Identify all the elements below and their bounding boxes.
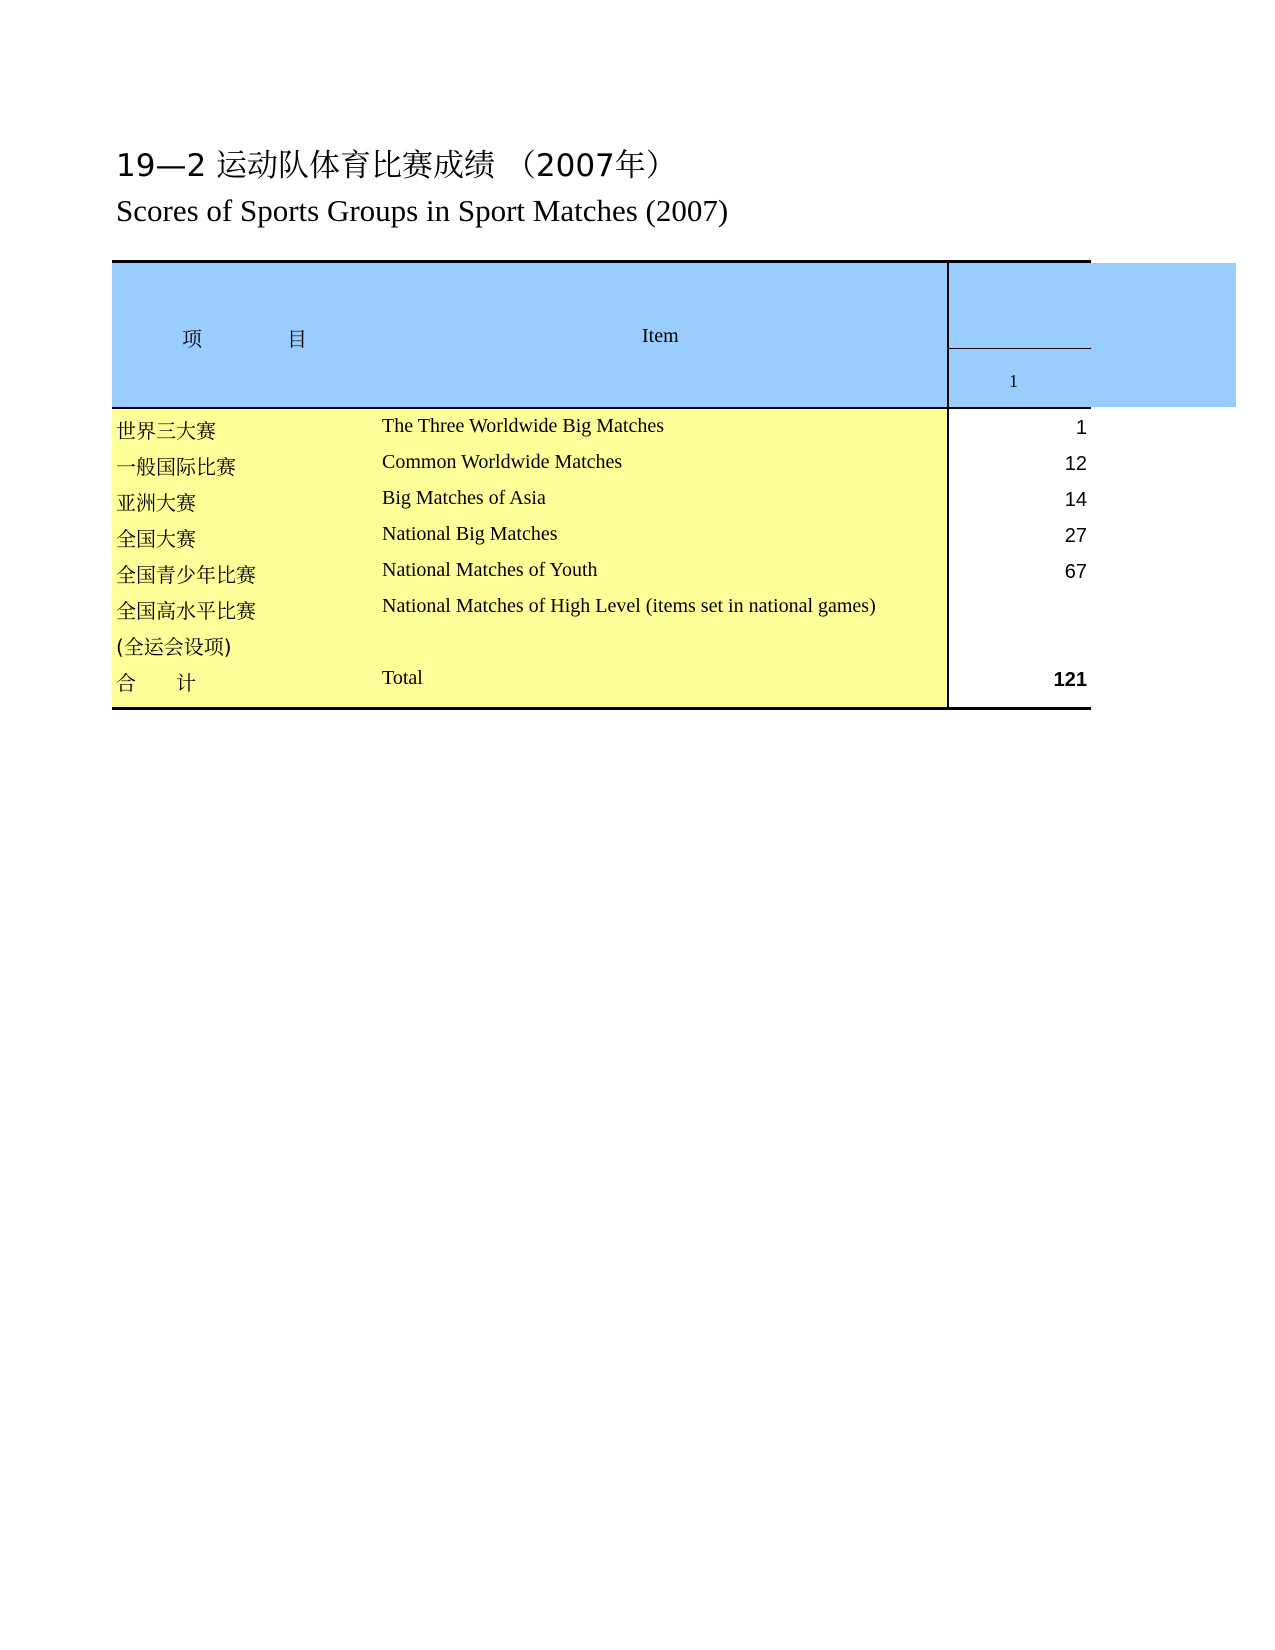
row-value: 67 [1064, 561, 1087, 583]
table-row [112, 409, 1091, 446]
row-label-zh: 一般国际比赛 [116, 455, 236, 479]
total-label-zh: 合 计 [116, 671, 196, 695]
table-row [112, 481, 1091, 518]
row-value: 14 [1064, 489, 1087, 511]
row-label-zh: 全国大赛 [116, 527, 196, 551]
row-label-zh: 亚洲大赛 [116, 491, 196, 515]
row-label-zh: 全国青少年比赛 [116, 563, 256, 587]
row-label-en: Big Matches of Asia [382, 487, 546, 509]
total-label-en: Total [382, 667, 423, 689]
row-label-en: National Matches of Youth [382, 559, 598, 581]
row-value: 12 [1064, 453, 1087, 475]
table-header [112, 263, 1236, 407]
table-bottom-rule [112, 707, 1091, 710]
page-title-english: Scores of Sports Groups in Sport Matches (2007) [116, 193, 729, 228]
header-column-number: 1 [1009, 371, 1018, 391]
header-item-zh-part1: 项 [182, 327, 202, 351]
header-item-en: Item [642, 325, 679, 347]
row-value: 1 [1075, 417, 1087, 439]
row-value: 27 [1064, 525, 1087, 547]
row-label-zh: 世界三大赛 [116, 419, 216, 443]
table-body [112, 409, 1091, 708]
header-item-zh-part2: 目 [287, 327, 307, 351]
row-label-en: National Matches of High Level (items set in national games) [382, 595, 876, 617]
row-label-zh: (全运会设项) [116, 635, 232, 659]
row-label-zh: 全国高水平比赛 [116, 599, 256, 623]
table-row [112, 517, 1091, 554]
row-label-en: The Three Worldwide Big Matches [382, 415, 665, 437]
total-value: 121 [1053, 669, 1087, 691]
table-row [112, 553, 1091, 590]
table-row-total [112, 661, 1091, 698]
table-row [112, 625, 1091, 662]
table-row [112, 445, 1091, 482]
header-subdivider [949, 348, 1091, 349]
row-label-en: Common Worldwide Matches [382, 451, 623, 473]
table-row [112, 589, 1091, 626]
row-label-en: National Big Matches [382, 523, 558, 545]
header-value-cell [949, 263, 1236, 407]
page-title-chinese: 19—2 运动队体育比赛成绩 （2007年） [116, 148, 677, 184]
header-item-cell [112, 263, 947, 407]
